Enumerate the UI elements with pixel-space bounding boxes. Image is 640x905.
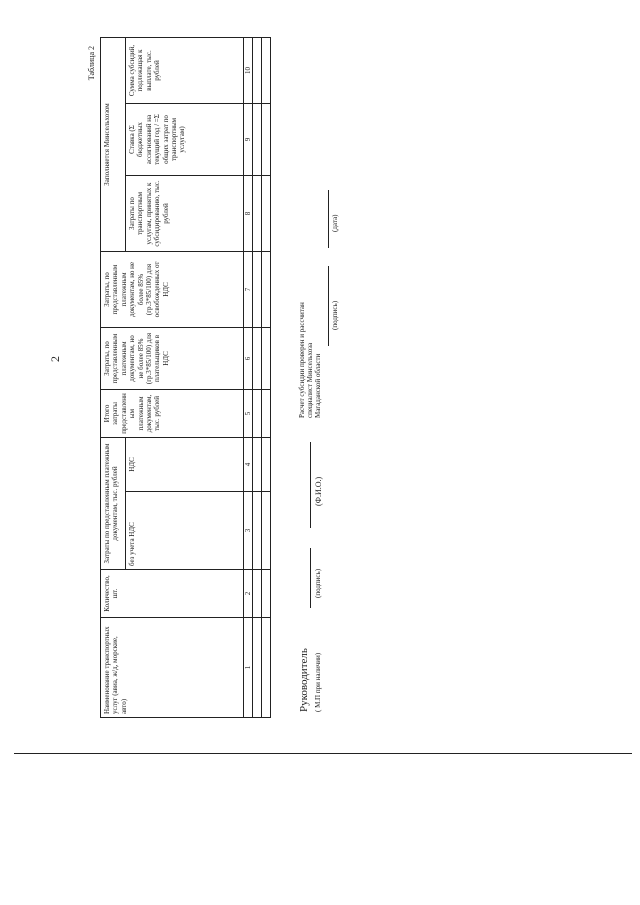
page-divider <box>14 753 632 754</box>
column-number: 10 <box>244 37 253 103</box>
column-number: 3 <box>244 492 253 570</box>
subsidy-table <box>100 37 271 718</box>
head-signature-line <box>310 548 311 608</box>
signature-block <box>292 38 372 718</box>
header-vat: НДС <box>126 438 244 492</box>
column-number: 4 <box>244 438 253 492</box>
column-number: 9 <box>244 104 253 176</box>
page-number: 2 <box>48 356 62 362</box>
column-numbers-row <box>244 37 253 717</box>
header-vat-exempt: Затраты, по представленным платежным документам, но не более 85% (гр.3*85/100) для освобожденных от НДС <box>101 252 244 328</box>
check-date-caption: (дата) <box>331 214 339 232</box>
header-vat-payers: Затраты, по представленным платежным документам, но не более 85% (гр.3*85/100) для плательщиков в НДС <box>101 328 244 390</box>
header-without-vat: без учета НДС <box>126 492 244 570</box>
check-signature-line <box>328 266 329 346</box>
head-label: Руководитель <box>298 648 310 712</box>
column-number: 2 <box>244 570 253 618</box>
name-line <box>310 442 311 528</box>
seal-note: ( М.П при наличии) <box>314 652 322 712</box>
header-accepted: Затраты по транспортным услугам, принятых к субсидированию, тыс. рублей <box>126 176 244 252</box>
empty-row <box>262 37 271 717</box>
header-quantity: Количество, шт. <box>101 570 244 618</box>
header-subsidy-sum: Сумма субсидий, подлежащая к выплате, тыс. рублей <box>126 37 244 103</box>
rotated-form <box>87 38 339 718</box>
check-date-line <box>328 190 329 248</box>
header-ministry-group: Заполняется Минсельхозом <box>101 37 126 251</box>
signature-caption: (подпись) <box>314 568 322 598</box>
header-service-name: Наименование транспортных услуг (авиа, ж/д, морские, авто) <box>101 618 244 718</box>
check-line-2: специалист Минсельхоза <box>306 342 314 418</box>
check-line-1: Расчет субсидии проверен и рассчитан <box>298 302 306 418</box>
table-caption: Таблица 2 <box>87 46 96 81</box>
column-number: 6 <box>244 328 253 390</box>
name-caption: (Ф.И.О.) <box>314 476 323 506</box>
check-signature-caption: (подпись) <box>331 300 339 330</box>
column-number: 8 <box>244 176 253 252</box>
empty-row <box>253 37 262 717</box>
column-number: 1 <box>244 618 253 718</box>
column-number: 7 <box>244 252 253 328</box>
header-total: Итого затраты представленным платежным документам, тыс. рублей <box>101 390 244 438</box>
column-number: 5 <box>244 390 253 438</box>
header-expenses-group: Затраты по представленным платежным документам, тыс. рублей <box>101 438 126 570</box>
header-rate: Ставка (Σ бюджетных ассигнований на текущий год / =Σ общих затрат по транспортным услугам) <box>126 104 244 176</box>
check-line-3: Магаданской области <box>314 353 322 418</box>
